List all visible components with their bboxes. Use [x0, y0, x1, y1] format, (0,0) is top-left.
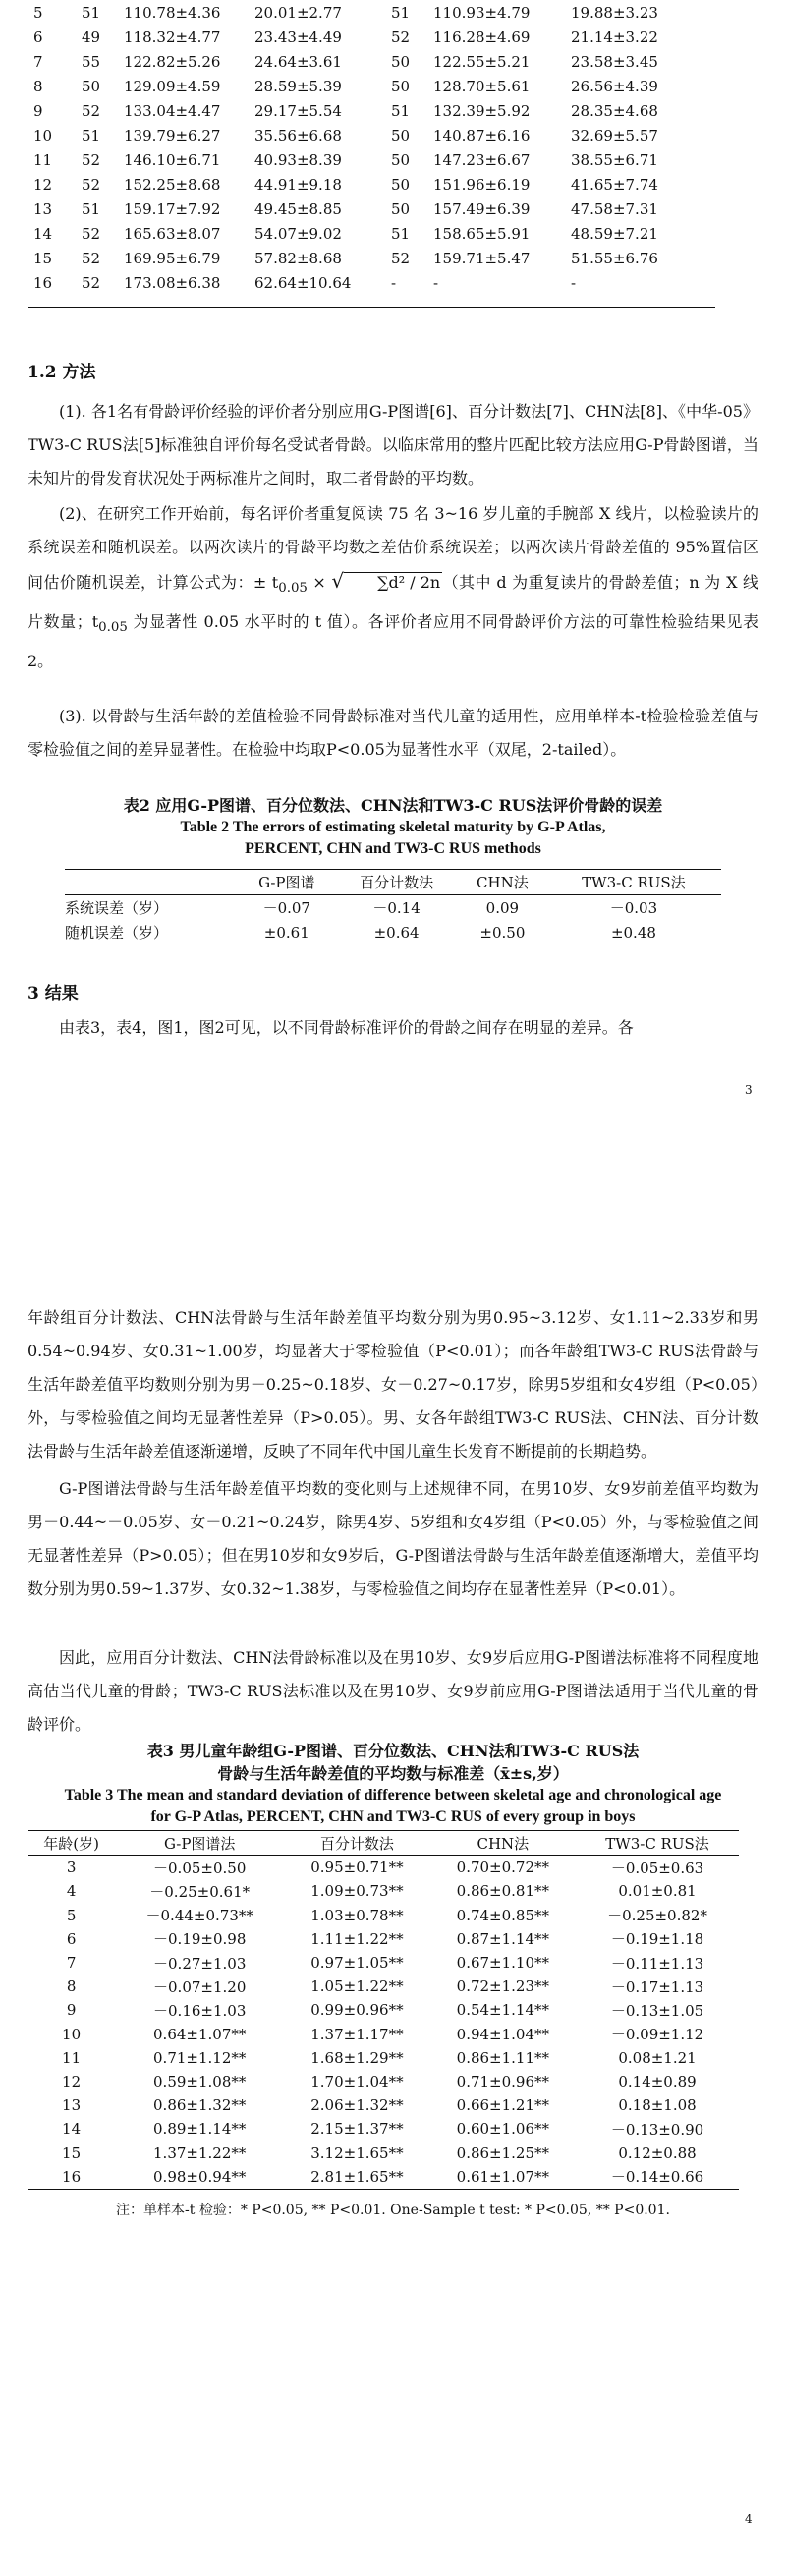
- table3-cell: 15: [62, 2144, 82, 2162]
- table2-caption-en-1: Table 2 The errors of estimating skeletal maturity by G-P Atlas,: [180, 819, 606, 835]
- table1-cell: 110.93±4.79: [433, 3, 531, 22]
- table3-cell: 0.18±1.08: [618, 2096, 697, 2115]
- table1-cell: 41.65±7.74: [571, 175, 658, 194]
- table1-cell: 133.04±4.47: [124, 101, 221, 120]
- table1-cell: 50: [391, 126, 411, 144]
- table1-cell: 50: [82, 77, 101, 95]
- table1-cell: 28.59±5.39: [254, 77, 342, 95]
- methods-paragraph-1: (1). 各1名有骨龄评价经验的评价者分别应用G-P图谱[6]、百分计数法[7]、CHN法[8]、《中华-05》 TW3-C RUS法[5]标准独自评价每名受试者骨龄。以临床常用的整片匹配比较方法应用G-P骨龄图谱，当未知片的骨发育状况处于两标准片之间时，取二者骨龄的平均数。: [28, 402, 758, 487]
- table3-cell: 0.86±1.32**: [153, 2096, 247, 2115]
- sqrt-sign: √: [331, 569, 345, 593]
- table1-cell: 128.70±5.61: [433, 77, 531, 95]
- table1-cell: 152.25±8.68: [124, 175, 221, 194]
- table3-cell: －0.13±0.90: [610, 2120, 704, 2139]
- table1-row: [28, 197, 715, 221]
- table3-caption-cn-2: 骨龄与生活年龄差值的平均数与标准差（x̄±s,岁）: [217, 1764, 569, 1783]
- table1-cell: 147.23±6.67: [433, 150, 531, 169]
- table1-cell: 5: [33, 3, 43, 22]
- table1-cell: 57.82±8.68: [254, 249, 342, 267]
- table1-cell: 23.43±4.49: [254, 28, 342, 46]
- table3-cell: 0.59±1.08**: [153, 2072, 247, 2090]
- table3-cell: －0.11±1.13: [610, 1954, 704, 1973]
- table2-cell: ±0.64: [373, 923, 420, 942]
- table1-cell: 20.01±2.77: [254, 3, 342, 22]
- table1-cell: 19.88±3.23: [571, 3, 658, 22]
- table1-cell: 51.55±6.76: [571, 249, 658, 267]
- table2-header-cell: [65, 870, 239, 895]
- table3-cell: 0.66±1.21**: [456, 2096, 550, 2115]
- table1-row: [28, 147, 715, 172]
- table3-cell: 0.54±1.14**: [456, 2001, 550, 2020]
- table1-cell: 47.58±7.31: [571, 200, 658, 218]
- table3-cell: －0.13±1.05: [610, 2001, 704, 2020]
- table3-cell: 0.71±1.12**: [153, 2048, 247, 2067]
- table3-body: [28, 1856, 739, 2190]
- table3-row: [28, 2141, 739, 2164]
- table2-row: [65, 895, 721, 921]
- table3-cell: 1.37±1.22**: [153, 2144, 247, 2162]
- table1-cell: 52: [82, 150, 101, 169]
- table3-cell: 2.15±1.37**: [310, 2120, 404, 2139]
- page-number-4: 4: [745, 2512, 753, 2526]
- table1-row: [28, 221, 715, 246]
- table2-row: [65, 920, 721, 945]
- table3-cell: 3.12±1.65**: [310, 2144, 404, 2162]
- table1-cell: 11: [33, 150, 53, 169]
- table1-cell: 158.65±5.91: [433, 224, 531, 243]
- table2-cell: －0.14: [372, 899, 421, 917]
- table3-cell: 16: [62, 2167, 82, 2186]
- table3-cell: －0.25±0.61*: [149, 1882, 251, 1901]
- table2-header-cell: TW3-C RUS法: [582, 874, 686, 891]
- table1-cell: 169.95±6.79: [124, 249, 221, 267]
- table1-cell: 9: [33, 101, 43, 120]
- table1-cell: 159.71±5.47: [433, 249, 531, 267]
- table3-cell: 0.94±1.04**: [456, 2025, 550, 2043]
- table3-row: [28, 1998, 739, 2022]
- table3-caption-en-1: Table 3 The mean and standard deviation of difference between skeletal age and chronological age: [64, 1787, 722, 1803]
- table2-caption: [28, 794, 758, 860]
- table1-cell: 23.58±3.45: [571, 52, 658, 71]
- table1-cell: 14: [33, 224, 53, 243]
- table3-row: [28, 2046, 739, 2070]
- table1-cell: 151.96±6.19: [433, 175, 531, 194]
- table1-row: [28, 270, 715, 295]
- table1-cell: 62.64±10.64: [254, 273, 352, 292]
- table1-cell: 13: [33, 200, 53, 218]
- table3-cell: －0.25±0.82*: [607, 1907, 707, 1925]
- table1-cell: 51: [391, 101, 411, 120]
- methods-p2-part-a: (2)、在研究工作开始前，每名评价者重复阅读 75 名 3~16 岁儿童的手腕部 X 线片，以检验读片的系统误差和随机误差。以两次读片的骨龄平均数之差估价系统误差；以两次读片骨龄差值的 95%置信区间估价随机误差，计算公式为：± t: [28, 504, 758, 592]
- table1-cell: 6: [33, 28, 43, 46]
- table3-cell: 4: [66, 1882, 77, 1901]
- table3-cell: 0.72±1.23**: [456, 1977, 550, 1996]
- table3-cell: 0.86±1.25**: [456, 2144, 550, 2162]
- table1-cell: 122.55±5.21: [433, 52, 531, 71]
- table1-cell: 32.69±5.57: [571, 126, 658, 144]
- table3-cell: 10: [62, 2025, 82, 2043]
- table1-cell: 55: [82, 52, 101, 71]
- table3-cell: 2.81±1.65**: [310, 2167, 404, 2186]
- table3-caption: [20, 1740, 766, 1828]
- table1-cell: 50: [391, 77, 411, 95]
- table2-cell: 随机误差（岁）: [65, 924, 169, 942]
- table2-cell: ±0.48: [610, 923, 656, 942]
- table1-cell: 159.17±7.92: [124, 200, 221, 218]
- table3-row: [28, 2070, 739, 2093]
- table1-row: [28, 123, 715, 147]
- table1-cell: 16: [33, 273, 53, 292]
- methods-p2-part-d: 为显著性 0.05 水平时的 t 值）。各评价者应用不同骨龄评价方法的可靠性检验结果见表 2。: [28, 612, 758, 671]
- table3-cell: 0.61±1.07**: [456, 2167, 550, 2186]
- page4-paragraph-2: G-P图谱法骨龄与生活年龄差值平均数的变化则与上述规律不同，在男10岁、女9岁前差值平均数为男－0.44~－0.05岁、女－0.21~0.24岁，除男4岁、5岁组和女4岁组（P<0.05）外，与零检验值之间无显著性差异（P>0.05）；但在男10岁和女9岁后，G-P图谱法骨龄与生活年龄差值逐渐增大，差值平均数分别为男0.59~1.37岁、女0.32~1.38岁，与零检验值之间均存在显著性差异（P<0.01）。: [28, 1479, 758, 1598]
- table3-row: [28, 1927, 739, 1951]
- table1-cell: 52: [391, 28, 411, 46]
- table3-cell: 0.97±1.05**: [310, 1954, 404, 1973]
- table1-cell: 28.35±4.68: [571, 101, 658, 120]
- table3-note: 注：单样本-t 检验：* P<0.05, ** P<0.01. One-Sample t test: * P<0.05, ** P<0.01.: [116, 2203, 670, 2218]
- table3-cell: 1.05±1.22**: [310, 1977, 404, 1996]
- page-number-3: 3: [745, 1083, 753, 1097]
- table1-cell: 50: [391, 52, 411, 71]
- table3-cell: 7: [66, 1954, 77, 1973]
- table1-cell: 8: [33, 77, 43, 95]
- table2-cell: －0.03: [609, 899, 658, 917]
- table2-header-cell: 百分计数法: [360, 874, 434, 891]
- table1-cell: 50: [391, 175, 411, 194]
- table3-cell: －0.05±0.50: [153, 1859, 247, 1877]
- table2-header-cell: G-P图谱: [258, 874, 315, 891]
- table2-cell: ±0.61: [263, 923, 309, 942]
- table1-cell: 129.09±4.59: [124, 77, 221, 95]
- table2-cell: 系统误差（岁）: [65, 899, 169, 917]
- table3-cell: 0.67±1.10**: [456, 1954, 550, 1973]
- table3-header-row: [28, 1831, 739, 1856]
- table1-cell: 50: [391, 200, 411, 218]
- table3-cell: 0.98±0.94**: [153, 2167, 247, 2186]
- table3-cell: 1.70±1.04**: [310, 2072, 404, 2090]
- table3-cell: 2.06±1.32**: [310, 2096, 404, 2115]
- table1-cell: 116.28±4.69: [433, 28, 531, 46]
- table1-cell: 29.17±5.54: [254, 101, 342, 120]
- table3-cell: 0.74±0.85**: [456, 1906, 550, 1924]
- table1-cell: 51: [82, 126, 101, 144]
- table3-cell: 0.12±0.88: [618, 2144, 697, 2162]
- table1-body: [28, 0, 715, 295]
- table3-header-cell: TW3-C RUS法: [605, 1834, 709, 1853]
- table3-cell: －0.44±0.73**: [145, 1907, 253, 1925]
- table1-cell: 118.32±4.77: [124, 28, 221, 46]
- table1-row: [28, 74, 715, 98]
- table3-cell: 1.68±1.29**: [310, 2048, 404, 2067]
- table1-cell: 54.07±9.02: [254, 224, 342, 243]
- table3-cell: －0.05±0.63: [610, 1859, 704, 1877]
- table1-cell: 10: [33, 126, 53, 144]
- table1-cell: 122.82±5.26: [124, 52, 221, 71]
- table2: [65, 869, 721, 945]
- table3-cell: 1.09±0.73**: [310, 1882, 404, 1901]
- table1-cell: 52: [82, 224, 101, 243]
- table1-cell: 52: [82, 175, 101, 194]
- table3-header-cell: 百分计数法: [319, 1834, 394, 1853]
- table2-caption-cn: 表2 应用G-P图谱、百分位数法、CHN法和TW3-C RUS法评价骨龄的误差: [123, 796, 663, 815]
- table2-cell: －0.07: [262, 899, 310, 917]
- table3-cell: 13: [62, 2096, 82, 2115]
- table3-cell: 1.03±0.78**: [310, 1906, 404, 1924]
- table3-row: [28, 2117, 739, 2141]
- table3-cell: 12: [62, 2072, 82, 2090]
- table1-cell: 165.63±8.07: [124, 224, 221, 243]
- table1-cell: 110.78±4.36: [124, 3, 221, 22]
- table3-cell: 0.87±1.14**: [456, 1929, 550, 1948]
- table3-row: [28, 1904, 739, 1927]
- table2-header-row: [65, 870, 721, 895]
- table3-cell: 0.86±0.81**: [456, 1882, 550, 1901]
- table2-caption-en-2: PERCENT, CHN and TW3-C RUS methods: [245, 840, 541, 857]
- table1-cell: 12: [33, 175, 53, 194]
- table3-cell: 0.99±0.96**: [310, 2001, 404, 2020]
- methods-heading: 1.2 方法: [28, 363, 96, 382]
- table1-cell: 51: [391, 3, 411, 22]
- table1-cell: 51: [391, 224, 411, 243]
- table1-cell: 173.08±6.38: [124, 273, 221, 292]
- methods-p2-sqrt: ∑d² / 2n: [344, 572, 442, 593]
- table1-cell: 26.56±4.39: [571, 77, 658, 95]
- table3-cell: －0.14±0.66: [610, 2168, 704, 2187]
- table1-cell: 51: [82, 3, 101, 22]
- methods-p2-sub: 0.05: [278, 581, 308, 597]
- table2-cell: ±0.50: [479, 923, 526, 942]
- table1-cell: 50: [391, 150, 411, 169]
- page4-paragraph-3: 因此，应用百分计数法、CHN法骨龄标准以及在男10岁、女9岁后应用G-P图谱法标准将不同程度地高估当代儿童的骨龄；TW3-C RUS法标准以及在男10岁、女9岁前应用G-P图谱法适用于当代儿童的骨龄评价。: [28, 1648, 758, 1734]
- table3-cell: 0.64±1.07**: [153, 2025, 247, 2043]
- table3-cell: －0.07±1.20: [153, 1977, 247, 1996]
- table2-cell: 0.09: [485, 898, 520, 917]
- table1-row: [28, 0, 715, 25]
- table1-cell: 139.79±6.27: [124, 126, 221, 144]
- table3-cell: 0.71±0.96**: [456, 2072, 550, 2090]
- table1-cell: 40.93±8.39: [254, 150, 342, 169]
- table3-cell: 0.89±1.14**: [153, 2120, 247, 2139]
- table3-cell: 8: [66, 1977, 77, 1996]
- table1-row: [28, 25, 715, 49]
- table3-cell: 0.86±1.11**: [456, 2048, 550, 2067]
- table1-cell: 49.45±8.85: [254, 200, 342, 218]
- table3-cell: 0.95±0.71**: [310, 1859, 404, 1877]
- methods-paragraph-2: [28, 497, 758, 678]
- table3-cell: －0.16±1.03: [153, 2001, 247, 2020]
- table1-cell: 21.14±3.22: [571, 28, 658, 46]
- table1-row: [28, 98, 715, 123]
- table3-row: [28, 2093, 739, 2117]
- table2-header-cell: CHN法: [477, 874, 529, 891]
- table3-header-cell: G-P图谱法: [163, 1834, 236, 1853]
- table3-caption-cn-1: 表3 男儿童年龄组G-P图谱、百分位数法、CHN法和TW3-C RUS法: [146, 1742, 640, 1760]
- table1-bottom-rule: [28, 307, 715, 308]
- table1-cell: -: [571, 273, 577, 292]
- table3-cell: 1.37±1.17**: [310, 2025, 404, 2043]
- table3-cell: 5: [66, 1906, 77, 1924]
- table3-cell: 0.14±0.89: [618, 2072, 697, 2090]
- table3-row: [28, 2023, 739, 2046]
- table1-cell: 52: [82, 101, 101, 120]
- table1-cell: -: [391, 273, 397, 292]
- table1-cell: 49: [82, 28, 101, 46]
- table3-row: [28, 1975, 739, 1998]
- table1-cell: 52: [82, 249, 101, 267]
- table3-cell: 11: [62, 2048, 82, 2067]
- table1-cell: 35.56±6.68: [254, 126, 342, 144]
- table3-row: [28, 2165, 739, 2190]
- table1-cell: 52: [391, 249, 411, 267]
- page4-paragraph-1: 年龄组百分计数法、CHN法骨龄与生活年龄差值平均数分别为男0.95~3.12岁、女1.11~2.33岁和男0.54~0.94岁、女0.31~1.00岁，均显著大于零检验值（P<0.01）；而各年龄组TW3-C RUS法骨龄与生活年龄差值平均数则分别为男－0.25~0.18岁、女－0.27~0.17岁，除男5岁组和女4岁组（P<0.05）外，与零检验值之间均无显著性差异（P>0.05）。男、女各年龄组TW3-C RUS法、CHN法、百分计数法骨龄与生活年龄差值逐渐递增，反映了不同年代中国儿童生长发育不断提前的长期趋势。: [28, 1308, 758, 1460]
- table1-cell: 157.49±6.39: [433, 200, 531, 218]
- table3-cell: 0.60±1.06**: [456, 2120, 550, 2139]
- table1-cell: 38.55±6.71: [571, 150, 658, 169]
- table1-row: [28, 49, 715, 74]
- table1-cell: 52: [82, 273, 101, 292]
- table3-header-cell: 年龄(岁): [43, 1834, 99, 1853]
- table1-cell: 132.39±5.92: [433, 101, 531, 120]
- table3-cell: 14: [62, 2120, 82, 2139]
- methods-paragraph-3: (3). 以骨龄与生活年龄的差值检验不同骨龄标准对当代儿童的适用性，应用单样本-t检验检验差值与零检验值之间的差异显著性。在检验中均取P<0.05为显著性水平（双尾，2-tailed）。: [28, 707, 758, 759]
- table3-cell: 1.11±1.22**: [310, 1929, 404, 1948]
- table3-cell: －0.17±1.13: [610, 1977, 704, 1996]
- table1-cell: 51: [82, 200, 101, 218]
- table3-cell: 0.70±0.72**: [456, 1859, 550, 1877]
- table1: [28, 0, 715, 295]
- table1-cell: 44.91±9.18: [254, 175, 342, 194]
- table3-caption-en-2: for G-P Atlas, PERCENT, CHN and TW3-C RUS of every group in boys: [150, 1808, 636, 1825]
- methods-p2-part-c: （其中 d 为重复读片的骨龄差值；n 为 X 线片数量；t: [28, 573, 758, 632]
- table3-cell: 6: [66, 1929, 77, 1948]
- table3-cell: 3: [66, 1859, 77, 1877]
- table1-cell: 15: [33, 249, 53, 267]
- table1-cell: 140.87±6.16: [433, 126, 531, 144]
- methods-p2-sub2: 0.05: [98, 620, 128, 636]
- table1-row: [28, 246, 715, 270]
- table2-body: [65, 895, 721, 945]
- table3-cell: －0.19±1.18: [610, 1930, 704, 1949]
- results-paragraph-1: 由表3，表4，图1，图2可见，以不同骨龄标准评价的骨龄之间存在明显的差异。各: [59, 1018, 634, 1037]
- table1-cell: 48.59±7.21: [571, 224, 658, 243]
- table3-header-cell: CHN法: [477, 1834, 530, 1853]
- table3-cell: 0.08±1.21: [618, 2048, 697, 2067]
- table3-cell: －0.27±1.03: [153, 1954, 247, 1973]
- table1-cell: 7: [33, 52, 43, 71]
- table3-row: [28, 1879, 739, 1903]
- table3-row: [28, 1856, 739, 1880]
- methods-p2-part-b: ×: [307, 573, 332, 592]
- table3-cell: －0.19±0.98: [153, 1930, 247, 1949]
- results-heading: 3 结果: [28, 984, 79, 1003]
- table1-cell: -: [433, 273, 439, 292]
- table1-row: [28, 172, 715, 197]
- table3-cell: －0.09±1.12: [610, 2026, 704, 2044]
- table3-row: [28, 1951, 739, 1975]
- table1-cell: 146.10±6.71: [124, 150, 221, 169]
- table3-cell: 9: [66, 2001, 77, 2020]
- table3-cell: 0.01±0.81: [618, 1882, 697, 1901]
- table3: [28, 1830, 739, 2190]
- table1-cell: 24.64±3.61: [254, 52, 342, 71]
